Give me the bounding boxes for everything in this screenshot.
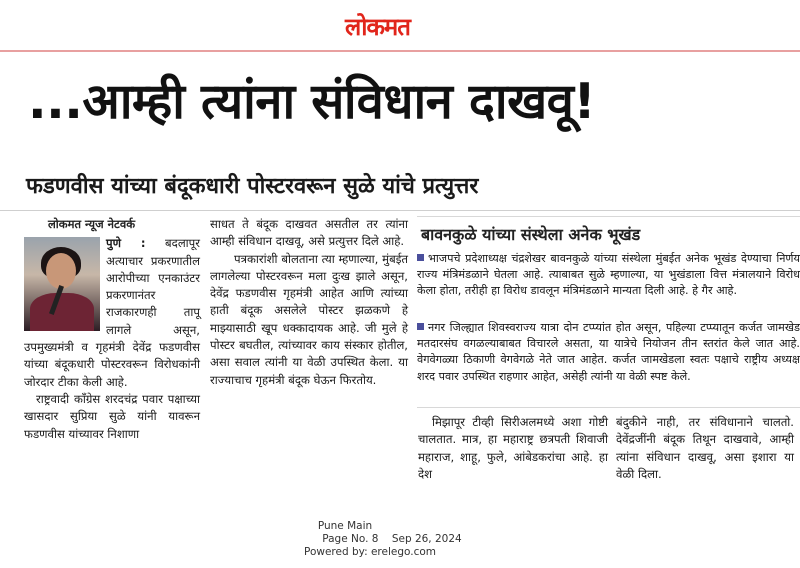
sidebox [417,216,800,408]
paragraph-4: पत्रकारांशी बोलताना त्या म्हणाल्या, मुंबईत लागलेल्या पोस्टरवरून मला दुःख झाले असून, देवेंद्र फडणवीस गृहमंत्री आहेत आणि त्यांच्या हाती बंदूक असलेले पोस्टर झळकणे हे माझ्यासाठी खूप धक्कादायक आहे. जी मुले हे पोस्टर बघतील, त्यांच्यावर काय संस्कार होतील, असा सवाल त्यांनी या वेळी उपस्थित केला. या राज्याचाच गृहमंत्री बंदूक घेऊन फिरतोय. [210,251,408,387]
sidebox-paragraph-1-text: भाजपचे प्रदेशाध्यक्ष चंद्रशेखर बावनकुळे यांच्या संस्थेला मुंबईत अनेक भूखंड देण्याचा निर्णय राज्य मंत्रिमंडळाने घेतला आहे. त्याबाबत सुळे म्हणाल्या, या भुखंडाला वित्त मंत्रालयाने विरोध केला होता, तरीही हा विरोध डावलून मंत्रिमंडळाने मान्यता दिली आहे. हे गैर आहे. [417,252,800,298]
sidebox-paragraph-2-text: नगर जिल्ह्यात शिवस्वराज्य यात्रा दोन टप्प्यांत होत असून, पहिल्या टप्प्यातून कर्जत जामखेड मतदारसंघ वगळल्याबाबत विचारले असता, या यात्रेचे नियोजन तीन स्तरांत केले जात आहे. वेगवेगळ्या ठिकाणी वेगवेगळे नेते जात आहेत. कर्जत जामखेडला स्वतः पक्षाचे राष्ट्रीय अध्यक्ष शरद पवार उपस्थित राहणार आहेत, असेही त्यांनी या वेळी स्पष्ट केले. [417,321,800,383]
paragraph-6: बंदुकीने नाही, तर संविधानाने चालतो. देवेंद्रजींनी बंदूक तिथून दाखवावे, आम्ही त्यांना संविधान दाखवू, असा इशारा या वेळी दिला. [616,415,794,481]
dateline: पुणे : [106,236,146,251]
page-footer [0,520,800,559]
headline: ...आम्ही त्यांना संविधान दाखवू! [28,73,596,130]
powered-by[interactable]: Powered by: erelego.com [303,546,437,558]
supriya-sule-photo [24,237,100,331]
masthead-divider [0,50,800,52]
sidebox-paragraph-1 [417,251,800,300]
paragraph-3: साधत ते बंदूक दाखवत असतील तर त्यांना आम्ही संविधान दाखवू, असे प्रत्युत्तर दिले आहे. [210,217,408,249]
masthead [0,0,800,52]
article-column-3 [418,414,608,483]
square-bullet-icon [417,254,424,261]
sidebox-paragraph-2 [417,320,800,385]
subheadline: फडणवीस यांच्या बंदूकधारी पोस्टरवरून सुळे यांचे प्रत्युत्तर [26,174,479,199]
newspaper-logo[interactable]: लोकमत [345,12,410,41]
article-column-2 [210,216,408,389]
square-bullet-icon [417,323,424,330]
paragraph-5: मिझापूर टीव्ही सिरीअलमध्ये अशा गोष्टी चालतात. मात्र, हा महाराष्ट्र छत्रपती शिवाजी महाराज, शाहू, फुले, आंबेडकरांचा आहे. हा देश [418,415,608,481]
page-and-date: Page No. 8 Sep 26, 2024 [322,533,462,545]
lead-paragraph [24,235,200,391]
article-column-4 [616,414,794,483]
lead-text: बदलापूर अत्याचार प्रकरणातील आरोपीच्या एनकाउंटर प्रकरणानंतर राजकारणही तापू लागले असून, उपमुख्यमंत्री व गृहमंत्री देवेंद्र फडणवीस यांच्या बंदूकधारी पोस्टरवरून विरोधकांनी जोरदार टीका केली आहे. [24,236,201,389]
section-divider [0,210,800,211]
byline: लोकमत न्यूज नेटवर्क [48,217,136,231]
paragraph-2: राष्ट्रवादी काँग्रेस शरदचंद्र पवार पक्षाच्या खासदार सुप्रिया सुळे यांनी यावरून फडणवीस यांच्यावर निशाणा [24,391,200,441]
edition-name: Pune Main [317,520,373,532]
article-column-1 [24,216,200,443]
sidebox-title: बावनकुळे यांच्या संस्थेला अनेक भूखंड [421,225,641,244]
